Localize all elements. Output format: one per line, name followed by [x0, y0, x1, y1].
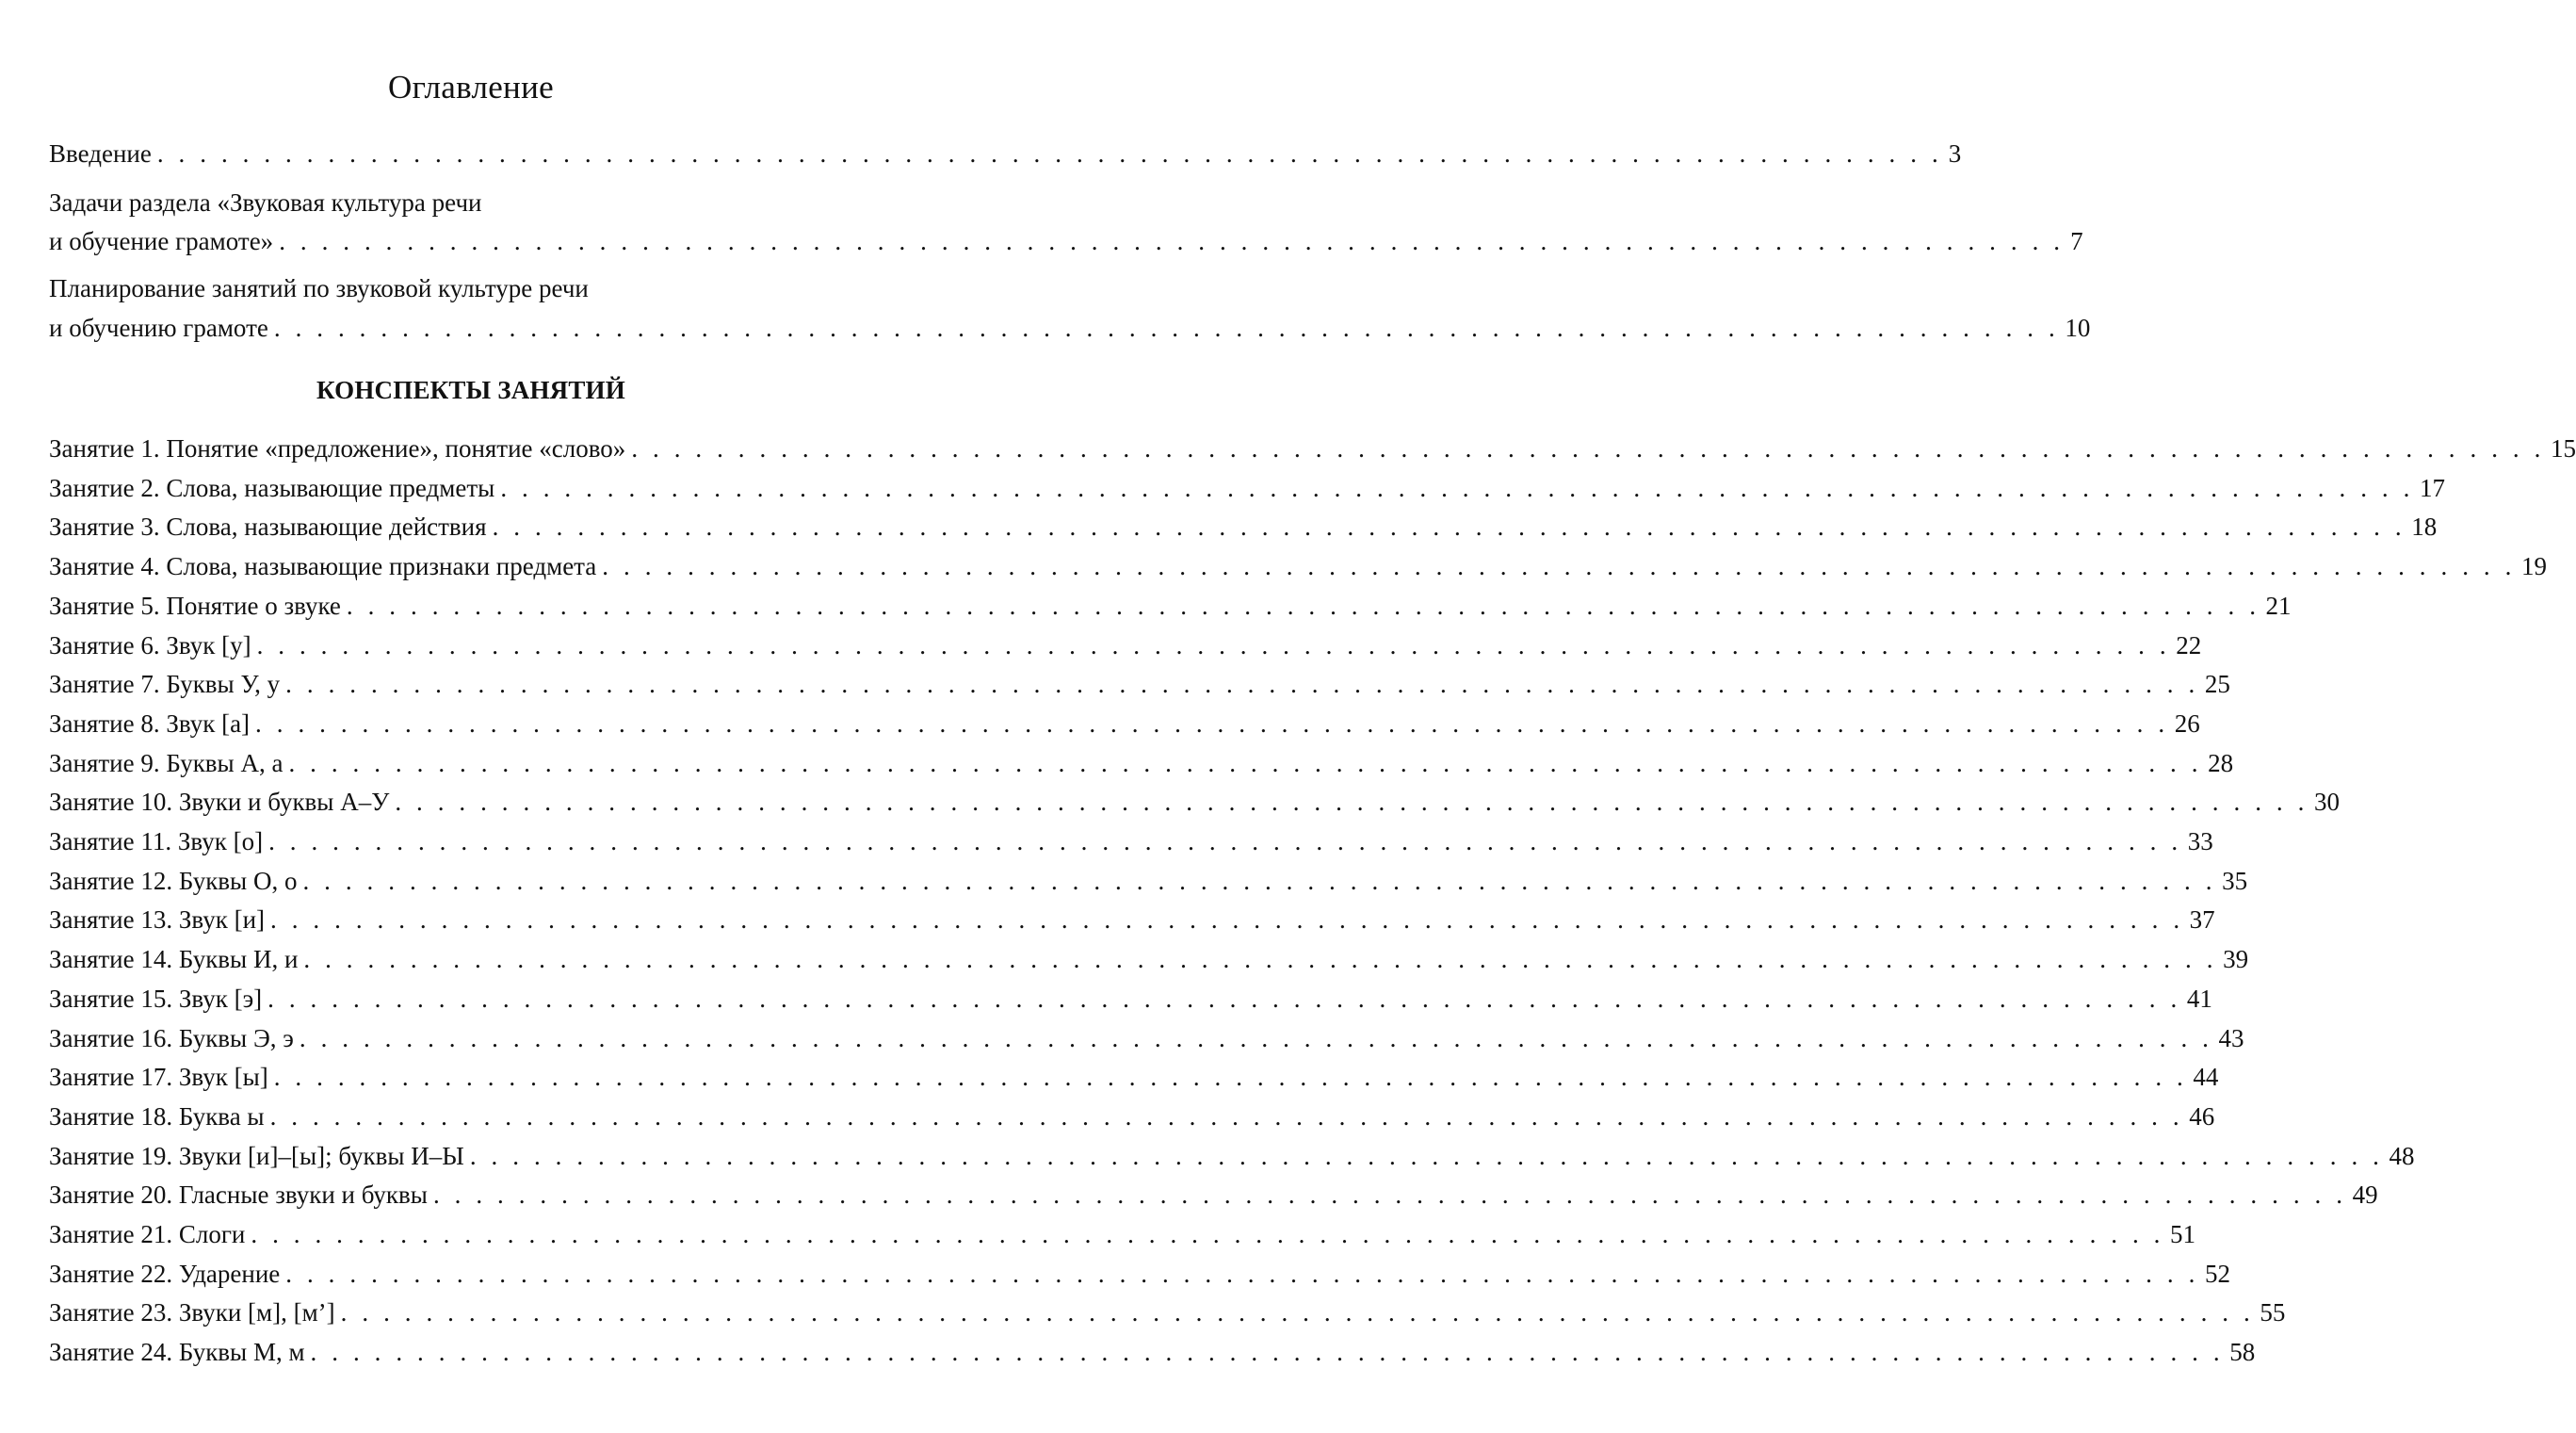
toc-entry-label: Занятие 23. Звуки [м], [м’] — [49, 1298, 335, 1327]
toc-entry-label: Занятие 17. Звук [ы] — [49, 1063, 268, 1092]
leader-dots: . . . . . . . . . . . . . . . . . . . . . . . . . . . . . . . . . . . . . . . . . . . . . . . . . . . . . . . . . . . . . . . . . . . . . . . . . . . . . . . . . . . . . . . . . . — [288, 748, 2203, 777]
leader-dots: . . . . . . . . . . . . . . . . . . . . . . . . . . . . . . . . . . . . . . . . . . . . . . . . . . . . . . . . . . . . . . . . . . . . . . . . . . . . . . . . . . . . . . . . . . — [269, 1101, 2184, 1131]
leader-dots: . . . . . . . . . . . . . . . . . . . . . . . . . . . . . . . . . . . . . . . . . . . . . . . . . . . . . . . . . . . . . . . . . . . . . . . . . . . . . . . . . . . . — [279, 227, 2065, 255]
leader-dots: . . . . . . . . . . . . . . . . . . . . . . . . . . . . . . . . . . . . . . . . . . . . . . . . . . . . . . . . . . . . . . . . . . . . . . . . . . . . . . . . . . . . . . . . . . — [303, 945, 2218, 974]
toc-page-number: 43 — [2218, 1023, 2244, 1052]
toc-entry-lesson-13[interactable] — [49, 901, 2215, 938]
toc-entry-label: Занятие 4. Слова, называющие признаки предмета — [49, 552, 597, 581]
toc-entry-label: Занятие 14. Буквы И, и — [49, 945, 299, 974]
leader-dots: . . . . . . . . . . . . . . . . . . . . . . . . . . . . . . . . . . . . . . . . . . . . . . . . . . . . . . . . . . . . . . . . . . . . . . . . . . . . . . . . . . . . . . . . . . — [310, 1338, 2225, 1367]
toc-entry-lesson-24[interactable] — [49, 1333, 2256, 1371]
toc-entry-label: Занятие 12. Буквы О, о — [49, 866, 298, 895]
toc-page-number: 19 — [2520, 552, 2547, 581]
toc-entry-label: Занятие 3. Слова, называющие действия — [49, 513, 487, 542]
toc-entry-label: Занятие 21. Слоги — [49, 1220, 246, 1248]
leader-dots: . . . . . . . . . . . . . . . . . . . . . . . . . . . . . . . . . . . . . . . . . . . . . . . . . . . . . . . . . . . . . . . . . . . . . . . . . . . . . . . . . . . . . . . . . . — [395, 788, 2309, 817]
toc-entry-label: Занятие 11. Звук [о] — [49, 827, 264, 855]
leader-dots: . . . . . . . . . . . . . . . . . . . . . . . . . . . . . . . . . . . . . . . . . . . . . . . . . . . . . . . . . . . . . . . . . . . . . . . . . . . . . . . . . . . . . . . . . . — [346, 591, 2260, 620]
toc-page-number: 7 — [2070, 227, 2083, 255]
toc-entry-lesson-14[interactable] — [49, 940, 2249, 978]
toc-entry-lesson-19[interactable] — [49, 1137, 2415, 1175]
toc-entry-label: Занятие 18. Буква ы — [49, 1101, 265, 1131]
leader-dots: . . . . . . . . . . . . . . . . . . . . . . . . . . . . . . . . . . . . . . . . . . . . . . . . . . . . . . . . . . . . . . . . . . . . . . . . . . . . . . . . . . . . . . . . . . — [432, 1181, 2347, 1210]
toc-entry-lesson-5[interactable] — [49, 587, 2292, 625]
leader-dots: . . . . . . . . . . . . . . . . . . . . . . . . . . . . . . . . . . . . . . . . . . . . . . . . . . . . . . . . . . . . . . . . . . . . . . . . . . . . . . . . . . . . . . . . . . — [302, 866, 2217, 895]
toc-entry-lesson-6[interactable] — [49, 627, 2202, 664]
leader-dots: . . . . . . . . . . . . . . . . . . . . . . . . . . . . . . . . . . . . . . . . . . . . . . . . . . . . . . . . . . . . . . . . . . . . . . . . . . . . . . . . . . . . — [156, 139, 1943, 168]
toc-entry-lesson-3[interactable] — [49, 508, 2438, 546]
toc-entry-lesson-16[interactable] — [49, 1019, 2244, 1057]
toc-page-number: 44 — [2193, 1063, 2219, 1092]
leader-dots: . . . . . . . . . . . . . . . . . . . . . . . . . . . . . . . . . . . . . . . . . . . . . . . . . . . . . . . . . . . . . . . . . . . . . . . . . . . . . . . . . . . . . . . . . . — [631, 434, 2545, 463]
toc-entry-label: Занятие 9. Буквы А, а — [49, 748, 284, 777]
toc-entry-label: Занятие 1. Понятие «предложение», понятие «слово» — [49, 434, 626, 463]
leader-dots: . . . . . . . . . . . . . . . . . . . . . . . . . . . . . . . . . . . . . . . . . . . . . . . . . . . . . . . . . . . . . . . . . . . . . . . . . . . . . . . . . . . . . . . . . . — [285, 1259, 2199, 1288]
toc-page-number: 15 — [2550, 434, 2576, 463]
toc-entry-label: Занятие 15. Звук [э] — [49, 984, 263, 1013]
leader-dots: . . . . . . . . . . . . . . . . . . . . . . . . . . . . . . . . . . . . . . . . . . . . . . . . . . . . . . . . . . . . . . . . . . . . . . . . . . . . . . . . . . . . . . . . . . — [340, 1298, 2255, 1327]
toc-entry-lesson-1[interactable] — [49, 430, 2576, 467]
toc-entry-label: Занятие 2. Слова, называющие предметы — [49, 473, 495, 502]
toc-entry[interactable] — [49, 309, 2091, 347]
toc-entry-lesson-10[interactable] — [49, 783, 2340, 821]
toc-page-number: 48 — [2389, 1141, 2415, 1170]
leader-dots: . . . . . . . . . . . . . . . . . . . . . . . . . . . . . . . . . . . . . . . . . . . . . . . . . . . . . . . . . . . . . . . . . . . . . . . . . . . . . . . . . . . . . . . . . . — [270, 905, 2184, 935]
toc-entry-label: Занятие 24. Буквы М, м — [49, 1338, 305, 1367]
toc-entry-lesson-20[interactable] — [49, 1176, 2378, 1213]
toc-page-number: 58 — [2229, 1338, 2256, 1367]
leader-dots: . . . . . . . . . . . . . . . . . . . . . . . . . . . . . . . . . . . . . . . . . . . . . . . . . . . . . . . . . . . . . . . . . . . . . . . . . . . . . . . . . . . . . . . . . . — [256, 630, 2171, 660]
toc-entry[interactable] — [49, 222, 2083, 260]
toc-entry-label: Занятие 7. Буквы У, у — [49, 670, 281, 699]
leader-dots: . . . . . . . . . . . . . . . . . . . . . . . . . . . . . . . . . . . . . . . . . . . . . . . . . . . . . . . . . . . . . . . . . . . . . . . . . . . . . . . . . . . . . . . . . . — [273, 1063, 2188, 1092]
toc-entry-lesson-17[interactable] — [49, 1058, 2219, 1096]
leader-dots: . . . . . . . . . . . . . . . . . . . . . . . . . . . . . . . . . . . . . . . . . . . . . . . . . . . . . . . . . . . . . . . . . . . . . . . . . . . . . . . . . . . . . . . . . . — [299, 1023, 2213, 1052]
toc-entry-lesson-22[interactable] — [49, 1255, 2230, 1293]
toc-page-number: 39 — [2223, 945, 2249, 974]
toc-entry-label: Занятие 20. Гласные звуки и буквы — [49, 1181, 428, 1210]
toc-page-number: 37 — [2189, 905, 2215, 935]
leader-dots: . . . . . . . . . . . . . . . . . . . . . . . . . . . . . . . . . . . . . . . . . . . . . . . . . . . . . . . . . . . . . . . . . . . . . . . . . . . . . . . . . . . . . . . . . . — [602, 552, 2516, 581]
toc-entry-label: Занятие 10. Звуки и буквы А–У — [49, 788, 390, 817]
leader-dots: . . . . . . . . . . . . . . . . . . . . . . . . . . . . . . . . . . . . . . . . . . . . . . . . . . . . . . . . . . . . . . . . . . . . . . . . . . . . . . . . . . . . — [273, 314, 2060, 342]
toc-entry-lesson-2[interactable] — [49, 469, 2445, 507]
toc-page-number: 18 — [2411, 513, 2438, 542]
toc-entry-label-line1: Планирование занятий по звуковой культуре речи — [49, 274, 589, 302]
leader-dots: . . . . . . . . . . . . . . . . . . . . . . . . . . . . . . . . . . . . . . . . . . . . . . . . . . . . . . . . . . . . . . . . . . . . . . . . . . . . . . . . . . . . . . . . . . — [285, 670, 2199, 699]
leader-dots: . . . . . . . . . . . . . . . . . . . . . . . . . . . . . . . . . . . . . . . . . . . . . . . . . . . . . . . . . . . . . . . . . . . . . . . . . . . . . . . . . . . . . . . . . . — [492, 513, 2406, 542]
toc-entry-label: Введение — [49, 139, 152, 168]
toc-entry-label: Занятие 16. Буквы Э, э — [49, 1023, 294, 1052]
toc-entry-label: Занятие 5. Понятие о звуке — [49, 591, 341, 620]
toc-entry[interactable] — [49, 135, 1962, 172]
toc-entry-lesson-15[interactable] — [49, 980, 2212, 1018]
leader-dots: . . . . . . . . . . . . . . . . . . . . . . . . . . . . . . . . . . . . . . . . . . . . . . . . . . . . . . . . . . . . . . . . . . . . . . . . . . . . . . . . . . . . . . . . . . — [251, 1220, 2165, 1248]
toc-entry-label-line1: Задачи раздела «Звуковая культура речи — [49, 188, 482, 217]
toc-entry-lesson-8[interactable] — [49, 705, 2200, 742]
leader-dots: . . . . . . . . . . . . . . . . . . . . . . . . . . . . . . . . . . . . . . . . . . . . . . . . . . . . . . . . . . . . . . . . . . . . . . . . . . . . . . . . . . . . . . . . . . — [500, 473, 2414, 502]
leader-dots: . . . . . . . . . . . . . . . . . . . . . . . . . . . . . . . . . . . . . . . . . . . . . . . . . . . . . . . . . . . . . . . . . . . . . . . . . . . . . . . . . . . . . . . . . . — [469, 1141, 2384, 1170]
toc-page-number: 26 — [2174, 708, 2200, 738]
toc-entry-lesson-18[interactable] — [49, 1098, 2215, 1135]
toc-page-number: 25 — [2204, 670, 2230, 699]
toc-entry-lesson-23[interactable] — [49, 1294, 2286, 1331]
toc-entry-lesson-21[interactable] — [49, 1215, 2196, 1253]
toc-entry-label: и обучение грамоте» — [49, 227, 274, 255]
toc-page-number: 21 — [2265, 591, 2292, 620]
toc-entry-label: Занятие 8. Звук [а] — [49, 708, 251, 738]
toc-page-number: 10 — [2065, 314, 2091, 342]
toc-entry-lesson-7[interactable] — [49, 665, 2230, 703]
leader-dots: . . . . . . . . . . . . . . . . . . . . . . . . . . . . . . . . . . . . . . . . . . . . . . . . . . . . . . . . . . . . . . . . . . . . . . . . . . . . . . . . . . . . . . . . . . — [255, 708, 2169, 738]
toc-entry-label: Занятие 19. Звуки [и]–[ы]; буквы И–Ы — [49, 1141, 464, 1170]
toc-page-number: 55 — [2260, 1298, 2286, 1327]
toc-page-number: 35 — [2222, 866, 2248, 895]
toc-page-number: 33 — [2187, 827, 2213, 855]
toc-entry-label: и обучению грамоте — [49, 314, 268, 342]
toc-entry-label: Занятие 6. Звук [у] — [49, 630, 251, 660]
toc-page-number: 3 — [1948, 139, 1962, 168]
toc-page-number: 52 — [2204, 1259, 2230, 1288]
toc-entry-lesson-12[interactable] — [49, 862, 2248, 900]
section-heading: КОНСПЕКТЫ ЗАНЯТИЙ — [316, 376, 625, 404]
leader-dots: . . . . . . . . . . . . . . . . . . . . . . . . . . . . . . . . . . . . . . . . . . . . . . . . . . . . . . . . . . . . . . . . . . . . . . . . . . . . . . . . . . . . . . . . . . — [268, 827, 2182, 855]
toc-page-number: 30 — [2313, 788, 2340, 817]
leader-dots: . . . . . . . . . . . . . . . . . . . . . . . . . . . . . . . . . . . . . . . . . . . . . . . . . . . . . . . . . . . . . . . . . . . . . . . . . . . . . . . . . . . . . . . . . . — [267, 984, 2181, 1013]
toc-page-number: 46 — [2189, 1101, 2215, 1131]
toc-page-number: 41 — [2186, 984, 2212, 1013]
toc-page-number: 28 — [2208, 748, 2234, 777]
toc-page-number: 22 — [2176, 630, 2202, 660]
toc-entry-lesson-4[interactable] — [49, 547, 2547, 585]
page-title: Оглавление — [388, 69, 554, 106]
toc-page-number: 51 — [2170, 1220, 2196, 1248]
toc-page-number: 49 — [2352, 1181, 2378, 1210]
toc-page-number: 17 — [2419, 473, 2445, 502]
toc-entry-lesson-11[interactable] — [49, 822, 2213, 860]
toc-entry-label: Занятие 13. Звук [и] — [49, 905, 266, 935]
toc-entry-lesson-9[interactable] — [49, 744, 2234, 782]
toc-entry-label: Занятие 22. Ударение — [49, 1259, 281, 1288]
